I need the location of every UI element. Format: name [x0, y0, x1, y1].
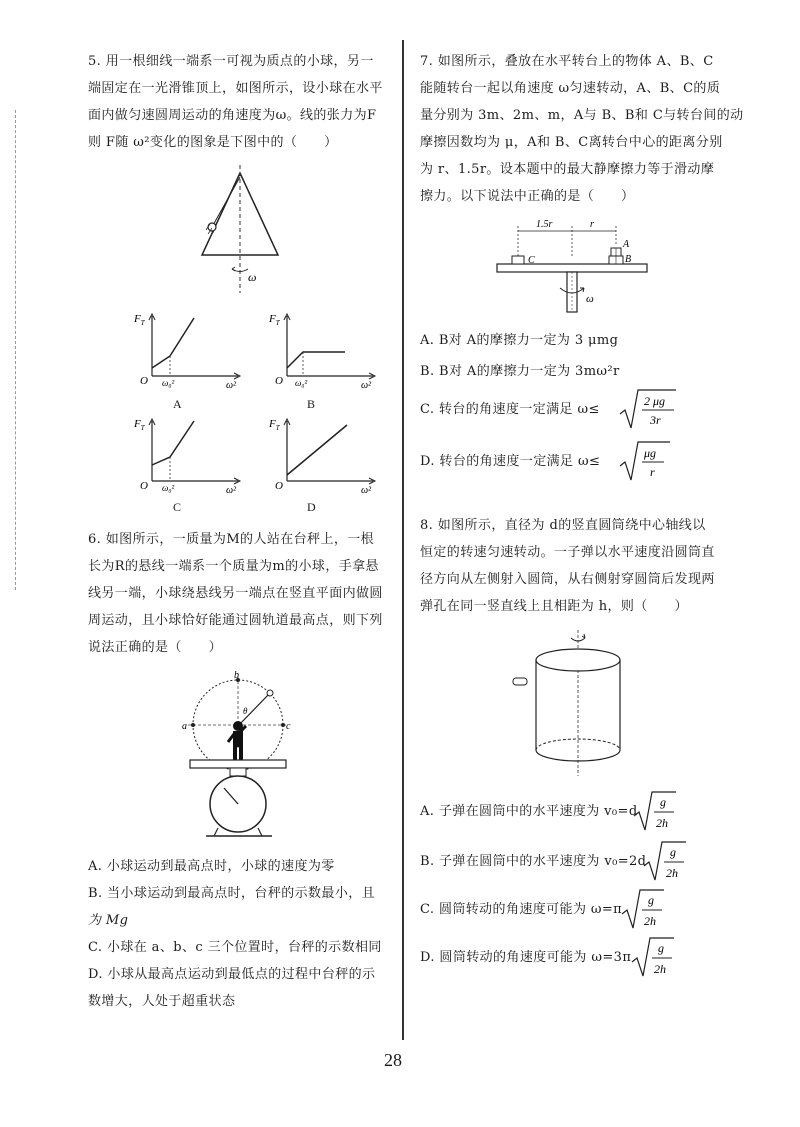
- graph-d: [265, 415, 385, 495]
- q8-d-radical: [630, 936, 680, 980]
- graph-c-x-label: ω²: [226, 485, 237, 495]
- q6-option-b-1: B. 当小球运动到最高点时，台秤的示数最小，且: [88, 886, 376, 901]
- q7-c-num: 2 μg: [644, 394, 666, 408]
- q7-line-2: 能随转台一起以角速度 ω匀速转动，A、B、C的质: [420, 81, 721, 96]
- graph-a-tick: ω₀²: [162, 378, 175, 388]
- page-number: 28: [384, 1050, 402, 1070]
- q6-line-1: 6. 如图所示，一质量为M的人站在台秤上，一根: [88, 532, 375, 547]
- graph-d-origin: O: [275, 480, 283, 492]
- scale-figure: [180, 668, 300, 840]
- q6-option-a: A. 小球运动到最高点时，小球的速度为零: [88, 859, 335, 874]
- graph-a-y-label: F: [134, 313, 141, 325]
- graph-b-origin: O: [275, 375, 283, 387]
- q5-line-2: 端固定在一光滑锥顶上，如图所示，设小球在水平: [88, 81, 383, 96]
- fig7-label-c: C: [528, 255, 535, 266]
- graph-c-y-sub: T: [140, 424, 145, 432]
- svg-text:FT: [133, 313, 146, 327]
- graph-b-x-label: ω²: [361, 380, 372, 390]
- graph-d-caption: D: [307, 500, 316, 514]
- q7-option-a: A. B对 A的摩擦力一定为 3 μmg: [420, 333, 619, 348]
- fig7-dist-1: 1.5r: [536, 219, 553, 230]
- cone-figure: [190, 165, 290, 295]
- graph-a-x-label: ω²: [226, 380, 237, 390]
- graph-a-origin: O: [140, 375, 148, 387]
- q6-line-5: 说法正确的是（ ）: [88, 640, 223, 655]
- q5-line-1: 5. 用一根细线一端系一可视为质点的小球，另一: [88, 54, 374, 69]
- q7-line-4: 摩擦因数均为 μ，A和 B、C离转台中心的距离分别: [420, 135, 723, 150]
- graph-a: [130, 310, 250, 390]
- graph-c-origin: O: [140, 480, 148, 492]
- q8-b-radical: [642, 840, 692, 884]
- q8-c-num: g: [648, 893, 654, 907]
- q8-a-radical: [632, 790, 682, 834]
- q7-line-1: 7. 如图所示，叠放在水平转台上的物体 A、B、C: [420, 54, 714, 69]
- fig6-label-a: a: [182, 721, 187, 732]
- q8-line-3: 径方向从左侧射入圆筒，从右侧射穿圆筒后发现两: [420, 572, 715, 587]
- cone-omega-label: ω: [248, 270, 257, 284]
- q8-option-d-text: D. 圆筒转动的角速度可能为 ω=3π: [420, 950, 632, 965]
- q8-option-c-text: C. 圆筒转动的角速度可能为 ω=π: [420, 902, 623, 917]
- q7-option-c-radical: [618, 388, 678, 432]
- graph-d-y-sub: T: [275, 424, 280, 432]
- q5-line-4: 则 F随 ω²变化的图象是下图中的（ ）: [88, 135, 338, 150]
- q7-d-den: r: [650, 465, 655, 479]
- graph-b-y-label: F: [269, 313, 276, 325]
- q8-a-den: 2h: [656, 816, 668, 830]
- q8-b-den: 2h: [666, 866, 678, 880]
- fig7-label-a: A: [623, 239, 630, 250]
- graph-b-y-sub: T: [275, 319, 280, 327]
- q6-line-4: 周运动，且小球恰好能通过圆轨道最高点，则下列: [88, 613, 383, 628]
- fig7-dist-2: r: [590, 219, 594, 230]
- q7-line-3: 量分别为 3m、2m、m，A与 B、B和 C与转台间的动: [420, 108, 744, 123]
- graph-b: [265, 310, 385, 390]
- q7-c-den: 3r: [650, 413, 661, 427]
- q7-line-5: 为 r、1.5r。设本题中的最大静摩擦力等于滑动摩: [420, 162, 715, 177]
- q8-line-2: 恒定的转速匀速转动。一子弹以水平速度沿圆筒直: [420, 545, 715, 560]
- graph-c: [130, 415, 250, 495]
- fig6-label-c: c: [286, 721, 291, 732]
- graph-a-y-sub: T: [140, 319, 145, 327]
- q8-option-b-text: B. 子弹在圆筒中的水平速度为 v₀=2d: [420, 854, 647, 869]
- fig7-label-b: B: [625, 254, 632, 265]
- graph-c-caption: C: [173, 500, 182, 514]
- q7-option-d-text: D. 转台的角速度一定满足 ω≤: [420, 454, 601, 469]
- q5-line-3: 面内做匀速圆周运动的角速度为ω。线的张力为F: [88, 108, 377, 123]
- q8-b-num: g: [670, 845, 676, 859]
- graph-c-tick: ω₀²: [162, 483, 175, 493]
- svg-text:FT: [133, 418, 146, 432]
- q8-c-den: 2h: [644, 914, 656, 928]
- q6-option-b-2: 为 Mg: [88, 913, 129, 928]
- q6-option-d-1: D. 小球从最高点运动到最低点的过程中台秤的示: [88, 967, 376, 982]
- graph-d-y-label: F: [269, 418, 276, 430]
- q7-line-6: 擦力。以下说法中正确的是（ ）: [420, 189, 635, 204]
- q7-option-b: B. B对 A的摩擦力一定为 3mω²r: [420, 364, 620, 379]
- graph-b-caption: B: [307, 397, 316, 411]
- q8-line-1: 8. 如图所示，直径为 d的竖直圆筒绕中心轴线以: [420, 518, 706, 533]
- q8-option-a-text: A. 子弹在圆筒中的水平速度为 v₀=d: [420, 804, 638, 819]
- column-divider: [402, 40, 404, 1040]
- q6-line-3: 线另一端，小球绕悬线另一端点在竖直平面内做圆: [88, 586, 383, 601]
- q6-line-2: 长为R的悬线一端系一个质量为m的小球，手拿悬: [88, 559, 379, 574]
- graph-c-y-label: F: [134, 418, 141, 430]
- q6-option-d-2: 数增大，人处于超重状态: [88, 994, 236, 1009]
- cylinder-figure: [508, 628, 638, 778]
- fig7-label-omega: ω: [586, 293, 594, 305]
- graph-d-x-label: ω²: [361, 485, 372, 495]
- q8-c-radical: [620, 888, 670, 932]
- q8-d-num: g: [658, 941, 664, 955]
- fig6-label-b: b: [234, 670, 239, 681]
- q6-option-c: C. 小球在 a、b、c 三个位置时，台秤的示数相同: [88, 940, 382, 955]
- q7-option-d-radical: [618, 440, 678, 484]
- q8-d-den: 2h: [654, 962, 666, 976]
- svg-text:FT: [268, 313, 281, 327]
- q8-line-4: 弹孔在同一竖直线上且相距为 h，则（ ）: [420, 599, 688, 614]
- turntable-figure: [494, 216, 654, 316]
- graph-a-caption: A: [173, 397, 182, 411]
- svg-text:FT: [268, 418, 281, 432]
- graph-b-tick: ω₀²: [295, 378, 308, 388]
- q7-option-c-text: C. 转台的角速度一定满足 ω≤: [420, 402, 600, 417]
- q8-a-num: g: [660, 795, 666, 809]
- fig6-label-theta: θ: [243, 706, 248, 716]
- binding-margin-line: [15, 110, 16, 590]
- q7-d-num: μg: [644, 446, 657, 460]
